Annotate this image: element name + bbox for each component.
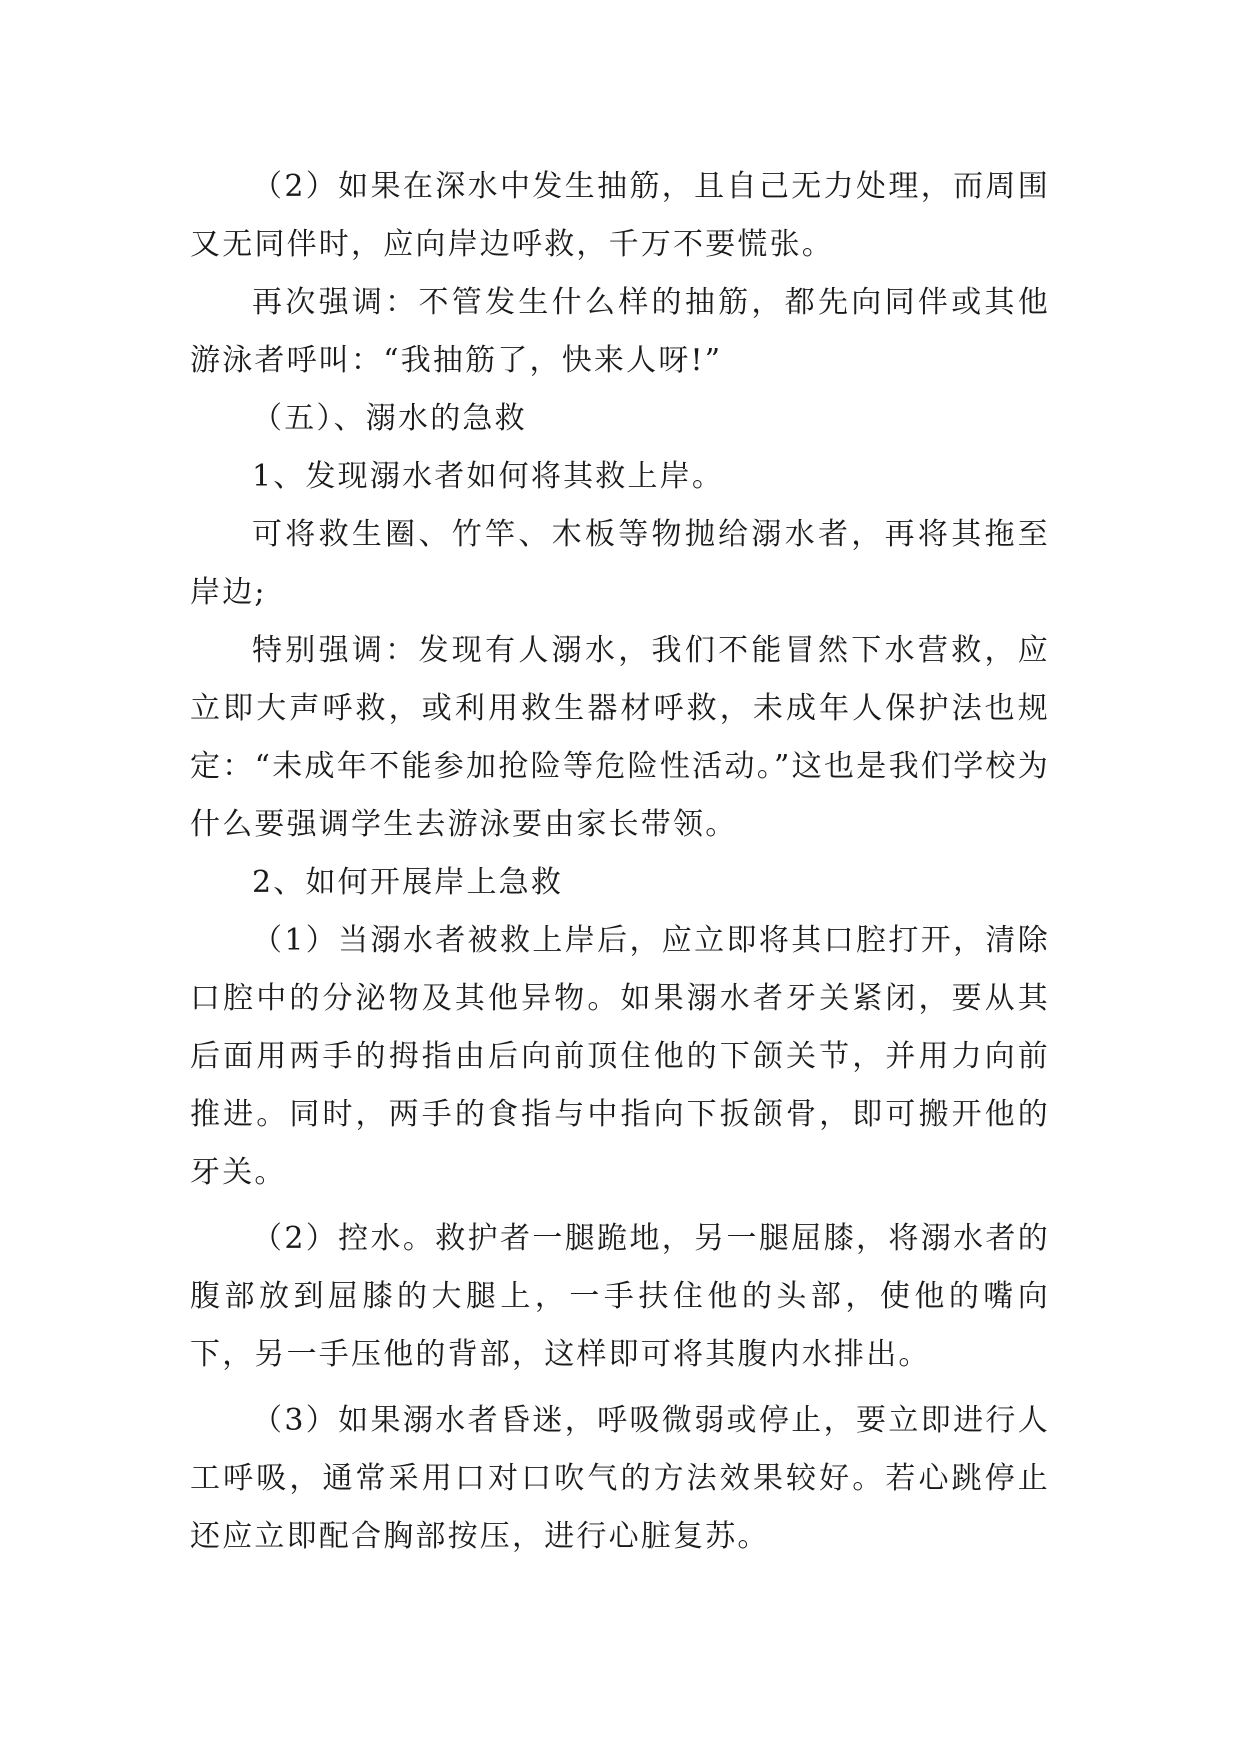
paragraph-step-1-clear-mouth: （1）当溺水者被救上岸后，应立即将其口腔打开，清除口腔中的分泌物及其他异物。如果溺水者牙关紧闭，要从其后面用两手的拇指由后向前顶住他的下颌关节，并用力向前推进。同时，两手的食指与中指向下扳颌骨，即可搬开他的牙关。: [190, 923, 1050, 1190]
paragraph-emphasis-call-for-help: 再次强调：不管发生什么样的抽筋，都先向同伴或其他游泳者呼叫：“我抽筋了，快来人呀!”: [190, 285, 1050, 378]
document-body: [190, 158, 1050, 1566]
paragraph-cramp-deep-water: （2）如果在深水中发生抽筋，且自己无力处理，而周围又无同伴时，应向岸边呼救，千万不要慌张。: [190, 169, 1050, 262]
paragraph-special-emphasis: 特别强调：发现有人溺水，我们不能冒然下水营救，应立即大声呼救，或利用救生器材呼救，未成年人保护法也规定：“未成年不能参加抢险等危险性活动。”这也是我们学校为什么要强调学生去游泳要由家长带领。: [190, 633, 1050, 842]
subheading-rescue-to-shore: 1、发现溺水者如何将其救上岸。: [252, 459, 725, 494]
section-heading-drowning-first-aid: （五）、溺水的急救: [252, 401, 527, 436]
subheading-onshore-first-aid: 2、如何开展岸上急救: [252, 865, 564, 900]
paragraph-step-3-cpr: （3）如果溺水者昏迷，呼吸微弱或停止，要立即进行人工呼吸，通常采用口对口吹气的方法效果较好。若心跳停止还应立即配合胸部按压，进行心脏复苏。: [190, 1403, 1050, 1554]
paragraph-step-2-drain-water: （2）控水。救护者一腿跪地，另一腿屈膝，将溺水者的腹部放到屈膝的大腿上，一手扶住他的头部，使他的嘴向下，另一手压他的背部，这样即可将其腹内水排出。: [190, 1221, 1050, 1372]
paragraph-throw-flotation: 可将救生圈、竹竿、木板等物抛给溺水者，再将其拖至岸边;: [190, 517, 1050, 610]
